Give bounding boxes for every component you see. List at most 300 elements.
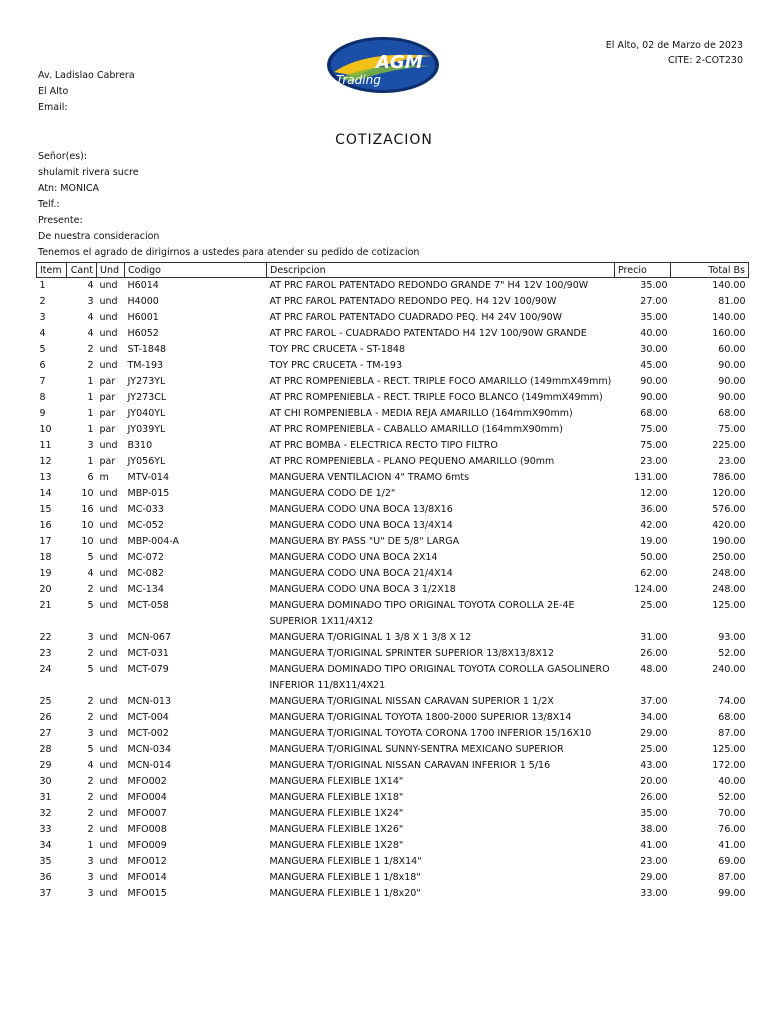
cell-precio: 20.00 (640, 776, 668, 787)
cell-und: und (99, 856, 118, 867)
cell-precio: 37.00 (640, 696, 668, 707)
cell-und: und (99, 728, 118, 739)
address-line-1: Av. Ladislao Cabrera (38, 70, 135, 81)
cell-cant: 2 (87, 792, 94, 803)
cell-precio: 131.00 (634, 472, 668, 483)
cell-cant: 2 (87, 776, 94, 787)
cell-total: 70.00 (718, 808, 746, 819)
cell-codigo: TM-193 (127, 360, 164, 371)
table-row (37, 502, 749, 518)
cell-item: 7 (39, 376, 46, 387)
cell-descripcion: MANGUERA CODO DE 1/2" (269, 488, 396, 499)
cell-item: 37 (39, 888, 52, 899)
table-row (37, 630, 749, 646)
cell-codigo: MFO004 (127, 792, 167, 803)
cell-und: und (99, 776, 118, 787)
cell-precio: 41.00 (640, 840, 668, 851)
cell-descripcion: AT PRC ROMPENIEBLA - PLANO PEQUENO AMARILLO (90mm (269, 456, 555, 467)
cell-codigo: H6001 (127, 312, 159, 323)
cell-precio: 40.00 (640, 328, 668, 339)
table-row (37, 710, 749, 726)
table-row (37, 486, 749, 502)
cell-und: und (99, 552, 118, 563)
cell-item: 17 (39, 536, 52, 547)
cell-cant: 4 (87, 760, 94, 771)
cell-precio: 29.00 (640, 872, 668, 883)
cell-cant: 5 (87, 744, 94, 755)
cell-precio: 124.00 (634, 584, 668, 595)
cell-total: 160.00 (712, 328, 746, 339)
cell-item: 9 (39, 408, 46, 419)
cell-item: 11 (39, 440, 52, 451)
cell-und: par (99, 392, 116, 403)
cell-cant: 1 (87, 376, 94, 387)
cell-precio: 33.00 (640, 888, 668, 899)
cell-und: par (99, 376, 116, 387)
cell-cant: 3 (87, 888, 94, 899)
cell-item: 34 (39, 840, 52, 851)
cell-descripcion: TOY PRC CRUCETA - ST-1848 (269, 344, 406, 355)
cell-codigo: JY039YL (127, 424, 166, 435)
cell-und: und (99, 584, 118, 595)
cell-total: 99.00 (718, 888, 746, 899)
cell-item: 1 (39, 280, 46, 291)
cell-item: 13 (39, 472, 52, 483)
cell-precio: 48.00 (640, 664, 668, 675)
intro-line: Tenemos el agrado de dirigirnos a ustedes para atender su pedido de cotizacion (38, 247, 420, 258)
cell-cant: 2 (87, 696, 94, 707)
cell-codigo: H4000 (127, 296, 159, 307)
cell-item: 18 (39, 552, 52, 563)
cell-und: und (99, 808, 118, 819)
cell-cant: 6 (87, 472, 94, 483)
greeting-line: De nuestra consideracion (38, 231, 160, 242)
cell-codigo: B310 (127, 440, 153, 451)
col-header-und: Und (97, 263, 125, 278)
cell-und: und (99, 536, 118, 547)
cell-precio: 43.00 (640, 760, 668, 771)
cell-und: und (99, 664, 118, 675)
cell-descripcion: MANGUERA DOMINADO TIPO ORIGINAL TOYOTA COROLLA GASOLINERO INFERIOR 11/8X11/4X21 (269, 664, 610, 691)
cell-descripcion: AT PRC ROMPENIEBLA - RECT. TRIPLE FOCO AMARILLO (149mmX49mm) (269, 376, 612, 387)
cell-precio: 35.00 (640, 808, 668, 819)
cell-und: und (99, 760, 118, 771)
cell-codigo: MBP-015 (127, 488, 170, 499)
cell-cant: 2 (87, 648, 94, 659)
cell-cant: 3 (87, 856, 94, 867)
cell-precio: 23.00 (640, 456, 668, 467)
cell-descripcion: MANGUERA FLEXIBLE 1X14" (269, 776, 404, 787)
cell-item: 2 (39, 296, 46, 307)
quotation-table (36, 262, 749, 902)
cell-descripcion: MANGUERA FLEXIBLE 1X24" (269, 808, 404, 819)
cell-precio: 42.00 (640, 520, 668, 531)
cell-item: 14 (39, 488, 52, 499)
cell-precio: 36.00 (640, 504, 668, 515)
cell-total: 52.00 (718, 792, 746, 803)
cell-item: 12 (39, 456, 52, 467)
cell-precio: 45.00 (640, 360, 668, 371)
cell-cant: 1 (87, 408, 94, 419)
cell-und: par (99, 408, 116, 419)
cell-total: 90.00 (718, 392, 746, 403)
cell-descripcion: MANGUERA T/ORIGINAL TOYOTA 1800-2000 SUPERIOR 13/8X14 (269, 712, 572, 723)
cell-item: 21 (39, 600, 52, 611)
cell-item: 6 (39, 360, 46, 371)
cell-descripcion: MANGUERA FLEXIBLE 1 1/8X14" (269, 856, 422, 867)
cell-cant: 4 (87, 312, 94, 323)
cell-descripcion: MANGUERA CODO UNA BOCA 13/8X16 (269, 504, 453, 515)
cell-total: 125.00 (712, 744, 746, 755)
cell-item: 3 (39, 312, 46, 323)
cell-und: und (99, 712, 118, 723)
cell-item: 8 (39, 392, 46, 403)
table-row (37, 390, 749, 406)
table-row (37, 742, 749, 758)
cell-und: und (99, 696, 118, 707)
cell-item: 33 (39, 824, 52, 835)
cell-precio: 90.00 (640, 376, 668, 387)
cell-cant: 3 (87, 872, 94, 883)
cell-precio: 26.00 (640, 792, 668, 803)
cell-codigo: MFO002 (127, 776, 167, 787)
cell-descripcion: AT PRC ROMPENIEBLA - RECT. TRIPLE FOCO BLANCO (149mmX49mm) (269, 392, 603, 403)
cell-total: 87.00 (718, 728, 746, 739)
cell-cant: 3 (87, 440, 94, 451)
cell-precio: 19.00 (640, 536, 668, 547)
cell-codigo: MCT-058 (127, 600, 169, 611)
cell-item: 27 (39, 728, 52, 739)
table-row (37, 294, 749, 310)
table-row (37, 838, 749, 854)
cell-codigo: H6052 (127, 328, 159, 339)
cell-descripcion: MANGUERA T/ORIGINAL SPRINTER SUPERIOR 13/8X13/8X12 (269, 648, 554, 659)
cell-und: und (99, 344, 118, 355)
cell-descripcion: MANGUERA CODO UNA BOCA 2X14 (269, 552, 438, 563)
cell-item: 26 (39, 712, 52, 723)
cell-total: 120.00 (712, 488, 746, 499)
cell-total: 87.00 (718, 872, 746, 883)
cell-precio: 31.00 (640, 632, 668, 643)
cell-cant: 5 (87, 600, 94, 611)
cell-cant: 5 (87, 664, 94, 675)
cell-cant: 2 (87, 808, 94, 819)
page-title: COTIZACION (335, 132, 433, 148)
cell-und: und (99, 312, 118, 323)
cell-descripcion: MANGUERA T/ORIGINAL NISSAN CARAVAN SUPERIOR 1 1/2X (269, 696, 554, 707)
table-row (37, 454, 749, 470)
cell-codigo: MC-033 (127, 504, 164, 515)
cell-cant: 1 (87, 840, 94, 851)
table-row (37, 822, 749, 838)
cell-total: 250.00 (712, 552, 746, 563)
cell-total: 90.00 (718, 376, 746, 387)
cell-descripcion: AT PRC ROMPENIEBLA - CABALLO AMARILLO (164mmX90mm) (269, 424, 563, 435)
cell-descripcion: AT PRC FAROL PATENTADO CUADRADO PEQ. H4 24V 100/90W (269, 312, 563, 323)
cell-total: 69.00 (718, 856, 746, 867)
cell-codigo: ST-1848 (127, 344, 167, 355)
cell-descripcion: MANGUERA T/ORIGINAL TOYOTA CORONA 1700 INFERIOR 15/16X10 (269, 728, 592, 739)
cell-total: 23.00 (718, 456, 746, 467)
cell-item: 24 (39, 664, 52, 675)
cell-cant: 3 (87, 728, 94, 739)
cell-item: 10 (39, 424, 52, 435)
cell-codigo: MCN-067 (127, 632, 171, 643)
presente-label: Presente: (38, 215, 83, 226)
cell-descripcion: MANGUERA T/ORIGINAL SUNNY-SENTRA MEXICANO SUPERIOR (269, 744, 564, 755)
cell-codigo: MFO012 (127, 856, 167, 867)
cell-cant: 2 (87, 360, 94, 371)
cell-codigo: JY056YL (127, 456, 166, 467)
cell-codigo: H6014 (127, 280, 159, 291)
cell-cant: 4 (87, 568, 94, 579)
cell-und: und (99, 360, 118, 371)
table-row (37, 694, 749, 710)
cell-und: und (99, 648, 118, 659)
table-row (37, 870, 749, 886)
table-row (37, 662, 749, 694)
cell-precio: 38.00 (640, 824, 668, 835)
cell-codigo: MCN-013 (127, 696, 171, 707)
cell-item: 16 (39, 520, 52, 531)
cell-item: 32 (39, 808, 52, 819)
table-row (37, 310, 749, 326)
cell-descripcion: MANGUERA CODO UNA BOCA 21/4X14 (269, 568, 453, 579)
table-row (37, 374, 749, 390)
cell-descripcion: AT PRC BOMBA - ELECTRICA RECTO TIPO FILTRO (269, 440, 498, 451)
cell-codigo: MCN-034 (127, 744, 171, 755)
cell-total: 125.00 (712, 600, 746, 611)
cell-total: 420.00 (712, 520, 746, 531)
cell-total: 172.00 (712, 760, 746, 771)
cell-descripcion: AT PRC FAROL PATENTADO REDONDO GRANDE 7" H4 12V 100/90W (269, 280, 589, 291)
table-row (37, 774, 749, 790)
table-row (37, 582, 749, 598)
table-row (37, 342, 749, 358)
cell-und: und (99, 600, 118, 611)
cell-cant: 5 (87, 552, 94, 563)
cell-descripcion: MANGUERA FLEXIBLE 1X28" (269, 840, 404, 851)
date-line: El Alto, 02 de Marzo de 2023 (605, 40, 743, 51)
cell-total: 68.00 (718, 712, 746, 723)
cell-codigo: MBP-004-A (127, 536, 180, 547)
cell-und: und (99, 328, 118, 339)
cell-precio: 26.00 (640, 648, 668, 659)
cell-und: und (99, 744, 118, 755)
cell-precio: 23.00 (640, 856, 668, 867)
cell-cant: 4 (87, 328, 94, 339)
col-header-item: Item (37, 263, 67, 278)
cell-descripcion: AT PRC FAROL - CUADRADO PATENTADO H4 12V 100/90W GRANDE (269, 328, 587, 339)
cell-precio: 25.00 (640, 744, 668, 755)
cell-total: 93.00 (718, 632, 746, 643)
cell-item: 23 (39, 648, 52, 659)
cell-precio: 75.00 (640, 440, 668, 451)
cell-cant: 3 (87, 632, 94, 643)
cell-total: 52.00 (718, 648, 746, 659)
cell-codigo: MFO007 (127, 808, 167, 819)
col-header-total: Total Bs (671, 263, 749, 278)
cell-descripcion: MANGUERA T/ORIGINAL 1 3/8 X 1 3/8 X 12 (269, 632, 472, 643)
table-row (37, 854, 749, 870)
cell-descripcion: TOY PRC CRUCETA - TM-193 (269, 360, 403, 371)
cell-und: und (99, 504, 118, 515)
table-row (37, 518, 749, 534)
cell-codigo: MCT-004 (127, 712, 169, 723)
cell-descripcion: MANGUERA FLEXIBLE 1X18" (269, 792, 404, 803)
table-row (37, 326, 749, 342)
table-row (37, 358, 749, 374)
cell-descripcion: MANGUERA CODO UNA BOCA 13/4X14 (269, 520, 453, 531)
cell-cant: 10 (81, 536, 94, 547)
cell-total: 60.00 (718, 344, 746, 355)
cell-item: 20 (39, 584, 52, 595)
cite-number: CITE: 2-COT230 (668, 55, 743, 66)
cell-und: par (99, 424, 116, 435)
cell-item: 19 (39, 568, 52, 579)
cell-precio: 75.00 (640, 424, 668, 435)
client-name: shulamit rivera sucre (38, 167, 139, 178)
cell-precio: 62.00 (640, 568, 668, 579)
cell-precio: 50.00 (640, 552, 668, 563)
cell-total: 248.00 (712, 568, 746, 579)
table-row (37, 806, 749, 822)
email-label: Email: (38, 102, 68, 113)
cell-cant: 10 (81, 488, 94, 499)
table-row (37, 470, 749, 486)
cell-und: und (99, 824, 118, 835)
cell-total: 90.00 (718, 360, 746, 371)
cell-codigo: MC-052 (127, 520, 164, 531)
cell-codigo: MCN-014 (127, 760, 171, 771)
cell-und: und (99, 872, 118, 883)
cell-codigo: JY273CL (127, 392, 167, 403)
table-row (37, 598, 749, 630)
cell-total: 140.00 (712, 280, 746, 291)
table-row (37, 886, 749, 902)
col-header-cant: Cant (67, 263, 97, 278)
cell-total: 225.00 (712, 440, 746, 451)
cell-descripcion: AT CHI ROMPENIEBLA - MEDIA REJA AMARILLO (164mmX90mm) (269, 408, 573, 419)
cell-item: 15 (39, 504, 52, 515)
table-row (37, 726, 749, 742)
cell-item: 4 (39, 328, 46, 339)
cell-total: 76.00 (718, 824, 746, 835)
cell-item: 31 (39, 792, 52, 803)
cell-cant: 2 (87, 584, 94, 595)
cell-precio: 35.00 (640, 312, 668, 323)
col-header-precio: Precio (615, 263, 671, 278)
cell-precio: 68.00 (640, 408, 668, 419)
cell-precio: 30.00 (640, 344, 668, 355)
cell-und: par (99, 456, 116, 467)
cell-precio: 29.00 (640, 728, 668, 739)
cell-codigo: MFO014 (127, 872, 167, 883)
cell-cant: 1 (87, 456, 94, 467)
cell-descripcion: MANGUERA VENTILACION 4" TRAMO 6mts (269, 472, 470, 483)
cell-und: m (99, 472, 109, 483)
attention-line: Atn: MONICA (38, 183, 100, 194)
address-line-2: El Alto (38, 86, 69, 97)
cell-item: 22 (39, 632, 52, 643)
cell-precio: 35.00 (640, 280, 668, 291)
cell-descripcion: MANGUERA FLEXIBLE 1 1/8x20" (269, 888, 421, 899)
logo-text-main: AGM (376, 52, 423, 73)
cell-und: und (99, 568, 118, 579)
cell-cant: 2 (87, 712, 94, 723)
cell-descripcion: AT PRC FAROL PATENTADO REDONDO PEQ. H4 12V 100/90W (269, 296, 557, 307)
cell-item: 5 (39, 344, 46, 355)
cell-codigo: MFO015 (127, 888, 167, 899)
cell-total: 81.00 (718, 296, 746, 307)
cell-cant: 16 (81, 504, 94, 515)
cell-precio: 25.00 (640, 600, 668, 611)
cell-cant: 10 (81, 520, 94, 531)
cell-item: 28 (39, 744, 52, 755)
cell-und: und (99, 488, 118, 499)
cell-descripcion: MANGUERA DOMINADO TIPO ORIGINAL TOYOTA COROLLA 2E-4E SUPERIOR 1X11/4X12 (269, 600, 575, 627)
cell-cant: 4 (87, 280, 94, 291)
cell-cant: 3 (87, 296, 94, 307)
cell-total: 786.00 (712, 472, 746, 483)
cell-codigo: MCT-079 (127, 664, 169, 675)
cell-cant: 1 (87, 424, 94, 435)
cell-codigo: MCT-002 (127, 728, 169, 739)
telf-label: Telf.: (38, 199, 60, 210)
table-row (37, 406, 749, 422)
cell-codigo: MC-082 (127, 568, 164, 579)
table-row (37, 646, 749, 662)
table-row (37, 790, 749, 806)
cell-item: 30 (39, 776, 52, 787)
cell-descripcion: MANGUERA FLEXIBLE 1X26" (269, 824, 404, 835)
cell-total: 576.00 (712, 504, 746, 515)
table-row (37, 534, 749, 550)
cell-total: 248.00 (712, 584, 746, 595)
table-header-row (37, 263, 749, 278)
cell-und: und (99, 792, 118, 803)
col-header-codigo: Codigo (125, 263, 267, 278)
table-row (37, 758, 749, 774)
cell-cant: 1 (87, 392, 94, 403)
cell-precio: 27.00 (640, 296, 668, 307)
cell-descripcion: MANGUERA FLEXIBLE 1 1/8x18" (269, 872, 421, 883)
cell-precio: 90.00 (640, 392, 668, 403)
cell-codigo: MC-134 (127, 584, 164, 595)
cell-cant: 2 (87, 344, 94, 355)
cell-item: 35 (39, 856, 52, 867)
cell-codigo: JY040YL (127, 408, 166, 419)
cell-total: 68.00 (718, 408, 746, 419)
col-header-descripcion: Descripcion (267, 263, 615, 278)
cell-precio: 12.00 (640, 488, 668, 499)
table-row (37, 438, 749, 454)
cell-und: und (99, 840, 118, 851)
cell-item: 36 (39, 872, 52, 883)
cell-descripcion: MANGUERA T/ORIGINAL NISSAN CARAVAN INFERIOR 1 5/16 (269, 760, 551, 771)
cell-total: 240.00 (712, 664, 746, 675)
cell-descripcion: MANGUERA BY PASS "U" DE 5/8" LARGA (269, 536, 460, 547)
cell-und: und (99, 520, 118, 531)
cell-codigo: MFO009 (127, 840, 167, 851)
logo-text-sub: Trading (336, 73, 381, 87)
cell-und: und (99, 632, 118, 643)
table-row (37, 422, 749, 438)
cell-total: 190.00 (712, 536, 746, 547)
cell-und: und (99, 296, 118, 307)
cell-descripcion: MANGUERA CODO UNA BOCA 3 1/2X18 (269, 584, 456, 595)
cell-total: 74.00 (718, 696, 746, 707)
